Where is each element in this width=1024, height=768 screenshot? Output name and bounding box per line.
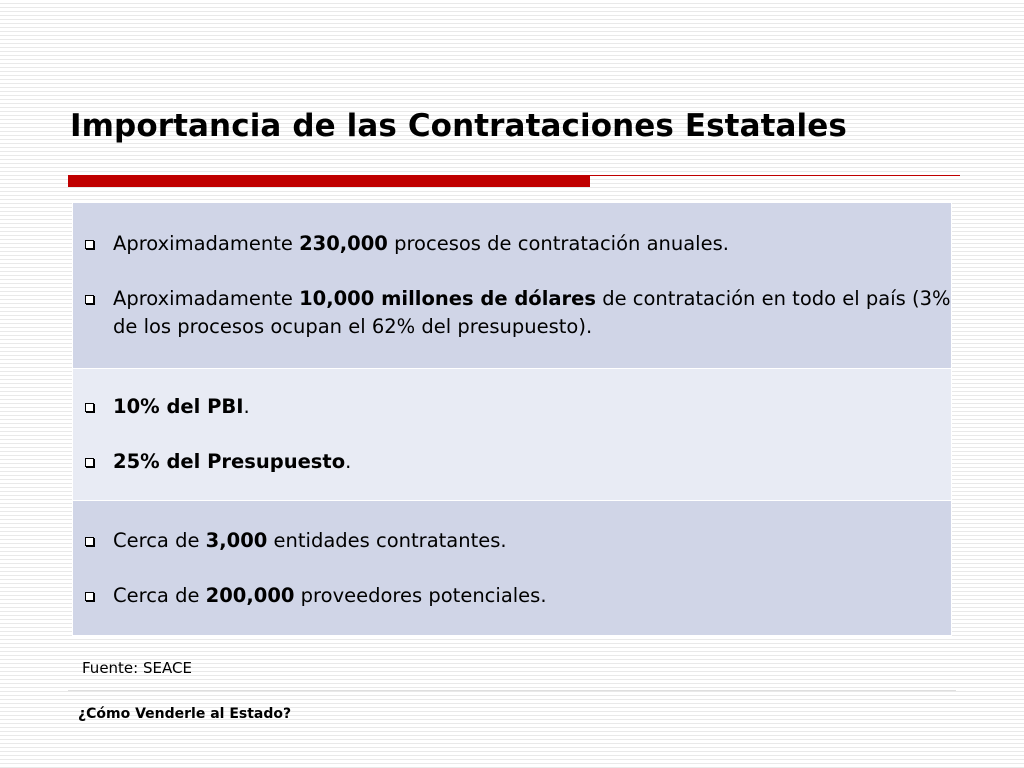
list-item: [83, 285, 951, 341]
list-item: [83, 393, 951, 421]
table-row: [73, 203, 952, 369]
facts-table: [72, 202, 952, 636]
table-cell: [73, 203, 952, 369]
item-text-bold: 230,000: [299, 232, 388, 255]
item-text-post: proveedores potenciales.: [294, 583, 547, 607]
square-bullet-icon: [85, 537, 94, 546]
item-text-pre: Cerca de: [113, 583, 206, 607]
title-underline-thick: [68, 175, 590, 187]
item-text-pre: Aproximadamente: [113, 287, 300, 310]
bullet-list: [83, 393, 951, 476]
list-item: [83, 230, 951, 258]
item-text-post: .: [243, 395, 250, 418]
source-note: Fuente: SEACE: [82, 659, 192, 677]
item-text-bold: 10% del PBI: [113, 395, 244, 418]
item-text-bold: 3,000: [205, 528, 268, 552]
item-text-post: de contratación en todo el país (3% de los procesos ocupan el 62% del presupuesto).: [113, 287, 951, 338]
bullet-list: [83, 230, 951, 341]
list-item: [83, 448, 951, 476]
table-row: [73, 501, 952, 636]
footer-text: ¿Cómo Venderle al Estado?: [78, 706, 292, 722]
table-cell: [73, 501, 952, 636]
table-cell: [73, 369, 952, 501]
square-bullet-icon: [85, 240, 94, 249]
item-text-pre: Cerca de: [113, 528, 206, 552]
item-text-bold: 10,000 millones de dólares: [299, 287, 596, 310]
item-text-post: procesos de contratación anuales.: [387, 232, 729, 255]
table-row: [73, 369, 952, 501]
square-bullet-icon: [85, 403, 94, 412]
square-bullet-icon: [85, 458, 94, 467]
item-text-post: .: [345, 450, 352, 473]
item-text-pre: Aproximadamente: [113, 232, 300, 255]
slide-title: Importancia de las Contrataciones Estatales: [70, 108, 847, 144]
footer-divider: [68, 690, 956, 691]
item-text-post: entidades contratantes.: [267, 528, 507, 552]
bullet-list: [83, 527, 951, 610]
square-bullet-icon: [85, 295, 94, 304]
list-item: [83, 582, 951, 610]
title-underline-thin: [590, 175, 960, 176]
item-text-bold: 200,000: [205, 583, 295, 607]
list-item: [83, 527, 951, 555]
item-text-bold: 25% del Presupuesto: [113, 450, 346, 473]
square-bullet-icon: [85, 592, 94, 601]
